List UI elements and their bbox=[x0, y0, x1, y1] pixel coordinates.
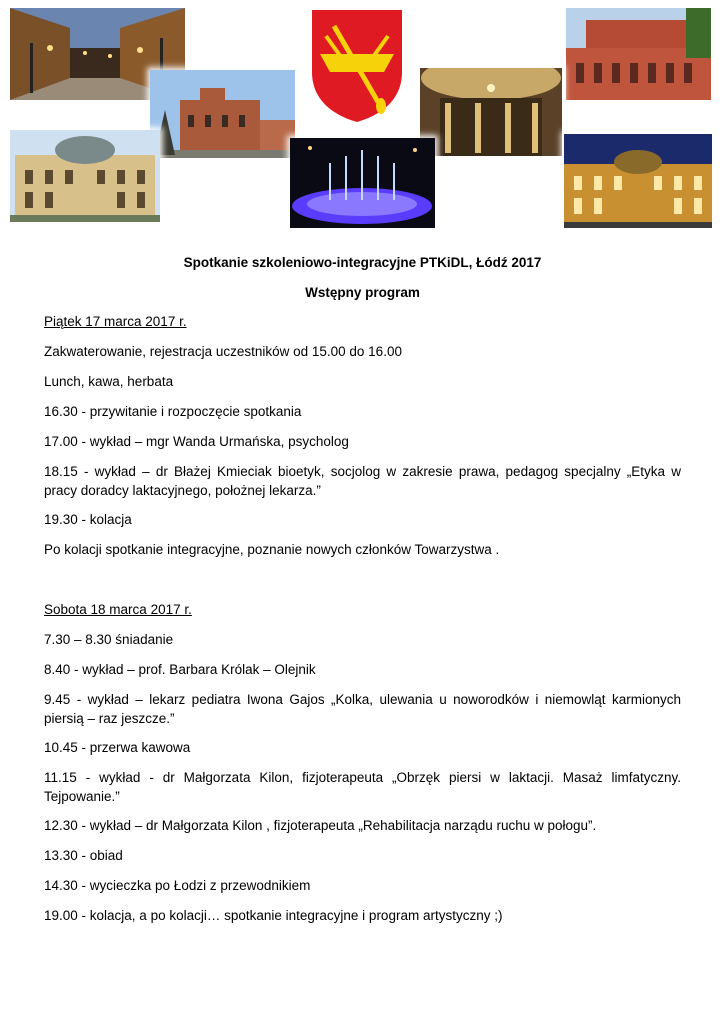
friday-item: 18.15 - wykład – dr Błażej Kmieciak bioetyk, socjolog w zakresie prawa, pedagog specjalny „Etyka w pracy doradcy laktacyjnego, położnej lekarza.” bbox=[44, 464, 681, 498]
red-brick-palace-photo bbox=[566, 8, 711, 100]
document-subtitle: Wstępny program bbox=[305, 285, 420, 300]
saturday-item: 7.30 – 8.30 śniadanie bbox=[44, 632, 174, 647]
ornate-interior-photo bbox=[420, 68, 562, 156]
palace-facade-photo bbox=[10, 130, 160, 222]
friday-item: 19.30 - kolacja bbox=[44, 512, 132, 527]
friday-heading: Piątek 17 marca 2017 r. bbox=[44, 314, 187, 329]
friday-item: Po kolacji spotkanie integracyjne, poznanie nowych członków Towarzystwa . bbox=[44, 542, 500, 557]
photo-collage bbox=[0, 0, 725, 240]
saturday-item: 19.00 - kolacja, a po kolacji… spotkanie integracyjne i program artystyczny ;) bbox=[44, 908, 503, 923]
friday-item: Zakwaterowanie, rejestracja uczestników od 15.00 do 16.00 bbox=[44, 344, 402, 359]
saturday-item: 11.15 - wykład - dr Małgorzata Kilon, fizjoterapeuta „Obrzęk piersi w laktacji. Masaż limfatyczny. Tejpowanie.” bbox=[44, 770, 681, 804]
friday-item: 17.00 - wykład – mgr Wanda Urmańska, psycholog bbox=[44, 434, 349, 449]
fountain-night-photo bbox=[290, 138, 435, 228]
saturday-item: 13.30 - obiad bbox=[44, 848, 123, 863]
coat-of-arms-image bbox=[298, 6, 416, 124]
document-title: Spotkanie szkoleniowo-integracyjne PTKiDL, Łódź 2017 bbox=[183, 255, 542, 270]
saturday-item: 9.45 - wykład – lekarz pediatra Iwona Gajos „Kolka, ulewania u noworodków i niemowląt karmionych piersią – raz jeszcze.” bbox=[44, 692, 681, 726]
saturday-item: 10.45 - przerwa kawowa bbox=[44, 740, 191, 755]
friday-item: Lunch, kawa, herbata bbox=[44, 374, 174, 389]
friday-item: 16.30 - przywitanie i rozpoczęcie spotkania bbox=[44, 404, 302, 419]
saturday-heading: Sobota 18 marca 2017 r. bbox=[44, 602, 192, 617]
brick-factory-photo bbox=[150, 70, 295, 158]
saturday-item: 12.30 - wykład – dr Małgorzata Kilon , fizjoterapeuta „Rehabilitacja narządu ruchu w połogu”. bbox=[44, 818, 597, 833]
palace-night-photo bbox=[564, 134, 712, 228]
saturday-item: 14.30 - wycieczka po Łodzi z przewodnikiem bbox=[44, 878, 311, 893]
saturday-item: 8.40 - wykład – prof. Barbara Królak – Olejnik bbox=[44, 662, 316, 677]
